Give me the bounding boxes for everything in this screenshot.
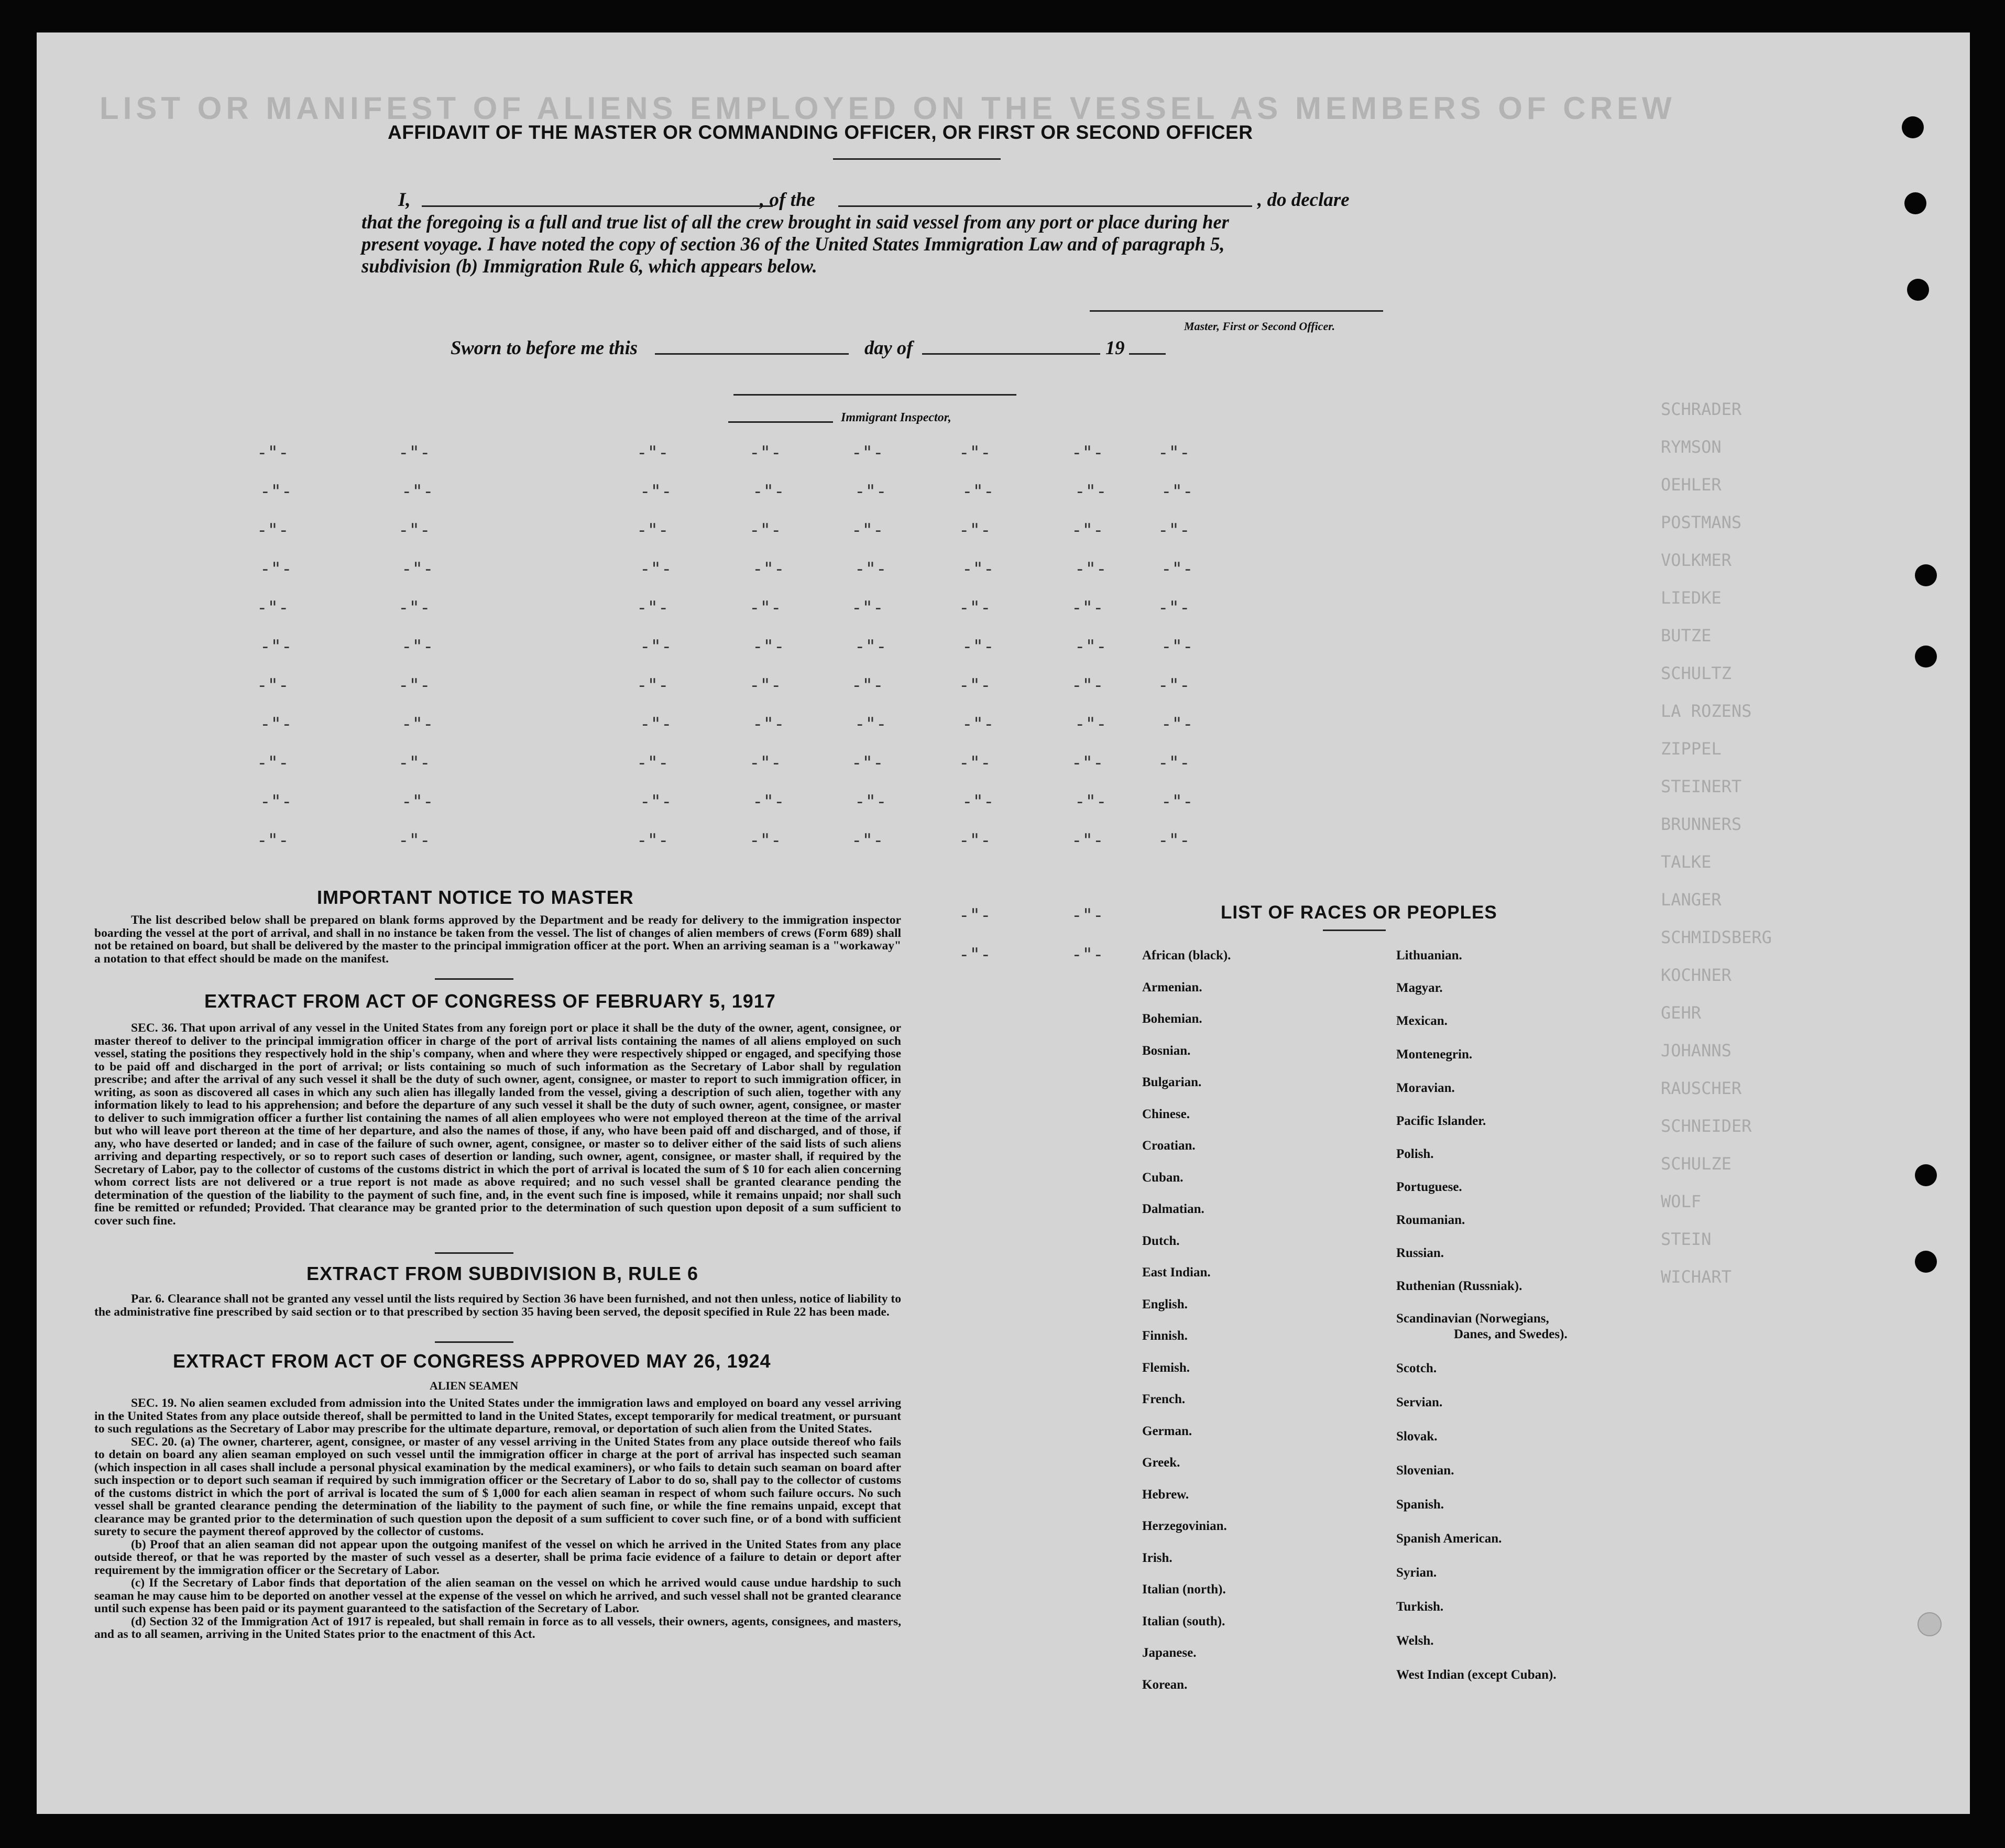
ditto-mark: -"- (257, 830, 289, 851)
ditto-mark: -"- (962, 481, 994, 502)
ditto-mark: -"- (637, 675, 669, 696)
affidavit-do-declare: , do declare (1257, 189, 1350, 211)
signature-caption: Master, First or Second Officer. (1184, 320, 1335, 333)
ditto-mark: -"- (752, 559, 785, 579)
sworn-label: Sworn to before me this (451, 337, 638, 358)
bleed-through-name: STEINERT (1661, 777, 1742, 796)
ditto-mark: -"- (749, 675, 782, 696)
race-item: Magyar. (1396, 981, 1443, 995)
affidavit-i-label: I, (398, 189, 411, 211)
ditto-mark: -"- (1158, 830, 1190, 851)
ditto-mark: -"- (752, 481, 785, 502)
ditto-mark: -"- (260, 636, 292, 657)
race-item: Chinese. (1142, 1107, 1190, 1121)
race-item: Bosnian. (1142, 1043, 1191, 1058)
race-item: Slovenian. (1396, 1463, 1454, 1478)
ditto-mark: -"- (1071, 520, 1104, 541)
ditto-mark: -"- (962, 559, 994, 579)
bleed-through-name: SCHNEIDER (1661, 1116, 1752, 1136)
race-item: Spanish. (1396, 1497, 1444, 1512)
ditto-mark: -"- (749, 442, 782, 463)
race-item: Slovak. (1396, 1429, 1438, 1444)
race-item: Japanese. (1142, 1646, 1197, 1660)
ditto-mark: -"- (749, 752, 782, 773)
extract-rule6-text (94, 1293, 901, 1318)
ditto-mark: -"- (851, 752, 884, 773)
ditto-mark: -"- (257, 442, 289, 463)
ditto-mark: -"- (851, 597, 884, 618)
ditto-mark: -"- (398, 597, 431, 618)
ditto-mark: -"- (1161, 714, 1193, 735)
extract-1917-title: EXTRACT FROM ACT OF CONGRESS OF FEBRUARY 5, 1917 (204, 990, 776, 1012)
ditto-mark: -"- (749, 520, 782, 541)
ditto-mark: -"- (401, 559, 434, 579)
bleed-through-name: SCHULTZ (1661, 663, 1732, 683)
race-item: Bulgarian. (1142, 1075, 1202, 1089)
sworn-day-field[interactable] (655, 353, 849, 355)
bleed-through-name: OEHLER (1661, 475, 1722, 495)
race-item: Syrian. (1396, 1566, 1437, 1580)
ditto-mark: -"- (959, 905, 991, 926)
day-of-label: day of (864, 337, 913, 358)
ditto-mark: -"- (637, 752, 669, 773)
ditto-mark: -"- (640, 481, 672, 502)
notice-paragraph: The list described below shall be prepared on blank forms approved by the Department and be ready for delivery to the immigration inspector boarding the vessel at the port of arrival, and shall in no instance be taken from the vessel. The list of changes of alien members of crews (Form 689) shall not be retained on board, but shall be delivered by the master to the principal immigration officer at the port. When an arriving seaman is a "workaway" a notation to that effect should be made on the manifest. (94, 913, 901, 966)
extract-1917-paragraph: SEC. 36. That upon arrival of any vessel in the United States from any foreign port or place it shall be the duty of the owner, agent, consignee, or master thereof to deliver to the principal immigration officer in charge of the port of arrival lists containing the names of all aliens employed on such vessel, stating the positions they respectively hold in the ship's company, when and where they were respectively shipped or engaged, and specifying those to be paid off and discharged in the port of arrival; or lists containing so much of such information as the Secretary of Labor shall by regulation prescribe; and after the arrival of any such vessel it shall be the duty of such owner, agent, consignee, or master to report to such immigration officer, in writing, as soon as discovered all cases in which any such alien has illegally landed from the vessel, giving a description of such alien, together with any information likely to lead to his apprehension; and before the departure of any such vessel it shall be the duty of such owner, agent, consignee, or master to deliver to such immigration officer a further list containing the names of all alien employees who were not employed thereon at the time of the arrival but who will leave port thereon at the time of her departure, and also the names of those, if any, who have been paid off and discharged, and of those, if any, who have deserted or landed; and in case of the failure of such owner, agent, consignee, or master so to deliver either of the said lists of such aliens arriving and departing respectively, or so to report such cases of desertion or landing, such owner, agent, consignee, or master shall, if required by the Secretary of Labor, pay to the collector of customs of the customs district in which the port of arrival is located the sum of $ 10 for each alien concerning whom correct lists are not delivered or a true report is not made as above required; and no such vessel shall be granted clearance pending the determination of the question of the liability to the payment of such fine, and, in the event such fine is imposed, while it remains unpaid; nor shall such fine be remitted or refunded; Provided. That clearance may be granted prior to the determination of such question upon deposit of a sum sufficient to cover such fine. (94, 1021, 901, 1228)
race-item: English. (1142, 1297, 1188, 1311)
bleed-through-name: JOHANNS (1661, 1041, 1732, 1060)
race-item: Armenian. (1142, 980, 1202, 994)
bleed-through-name: KOCHNER (1661, 965, 1732, 985)
master-signature-field[interactable] (1090, 310, 1383, 312)
sworn-month-field[interactable] (922, 353, 1100, 355)
ditto-mark: -"- (401, 636, 434, 657)
ditto-mark: -"- (959, 520, 991, 541)
race-item: Finnish. (1142, 1329, 1188, 1343)
ditto-mark: -"- (962, 714, 994, 735)
ditto-mark: -"- (398, 442, 431, 463)
ditto-mark: -"- (851, 675, 884, 696)
sworn-year-field[interactable] (1129, 353, 1166, 355)
ditto-mark: -"- (257, 752, 289, 773)
ditto-mark: -"- (1071, 752, 1104, 773)
ditto-mark: -"- (260, 791, 292, 812)
binder-hole (1904, 192, 1926, 214)
ditto-mark: -"- (1075, 714, 1107, 735)
bleed-through-name: SCHRADER (1661, 399, 1742, 419)
ditto-mark: -"- (1161, 636, 1193, 657)
ditto-mark: -"- (640, 791, 672, 812)
bleed-through-name: ZIPPEL (1661, 739, 1722, 759)
race-item: Dutch. (1142, 1233, 1180, 1248)
ditto-mark: -"- (962, 636, 994, 657)
race-item: Bohemian. (1142, 1012, 1202, 1026)
ditto-mark: -"- (401, 791, 434, 812)
race-item: Cuban. (1142, 1170, 1184, 1185)
extract-rule6-title: EXTRACT FROM SUBDIVISION B, RULE 6 (306, 1263, 699, 1284)
ditto-mark: -"- (854, 714, 887, 735)
ditto-mark: -"- (851, 520, 884, 541)
race-item: Montenegrin. (1396, 1047, 1473, 1062)
ditto-mark: -"- (854, 559, 887, 579)
ditto-mark: -"- (959, 597, 991, 618)
separator (435, 1341, 513, 1343)
affidavit-line-4: subdivision (b) Immigration Rule 6, which appears below. (361, 255, 817, 277)
races-title: LIST OF RACES OR PEOPLES (1221, 902, 1497, 923)
race-item: Korean. (1142, 1677, 1188, 1692)
ditto-mark: -"- (1075, 636, 1107, 657)
binder-hole (1915, 564, 1937, 586)
ditto-mark: -"- (637, 597, 669, 618)
ditto-mark: -"- (260, 714, 292, 735)
extract-1924-title: EXTRACT FROM ACT OF CONGRESS APPROVED MAY 26, 1924 (173, 1350, 771, 1372)
race-item: Pacific Islander. (1396, 1114, 1486, 1128)
bleed-through-name: LANGER (1661, 890, 1722, 910)
ditto-mark: -"- (1071, 905, 1104, 926)
sec-20a-paragraph: SEC. 20. (a) The owner, charterer, agent, consignee, or master of any vessel arriving in the United States from any place outside thereof who fails to detain on board any alien seaman employed on such vessel until the immigration officer in charge at the port of arrival has inspected such seaman (which inspection in all cases shall include a personal physical examination by the medical examiners), or who fails to detain such seaman on board after such inspection or to deport such seaman if required by such immigration officer or the Secretary of Labor to do so, shall pay to the collector of customs of the customs district in which the port of arrival is located the sum of $ 1,000 for each alien seaman in respect of whom such failure occurs. No such vessel shall be granted clearance pending the determination of the liability to the payment of such fine, or while the fine remains unpaid, except that clearance may be granted prior to the determination of such question upon the deposit of a sum sufficient to cover such fine, or of a bond with sufficient surety to secure the payment thereof approved by the collector of customs. (94, 1435, 901, 1538)
ditto-mark: -"- (1071, 442, 1104, 463)
races-title-underline (1323, 930, 1386, 931)
ditto-mark: -"- (854, 636, 887, 657)
race-item: Hebrew. (1142, 1487, 1189, 1502)
affidavit-line-2: that the foregoing is a full and true list of all the crew brought in said vessel from any port or place during her (361, 211, 1229, 233)
race-item: French. (1142, 1392, 1186, 1406)
bleed-through-name: RAUSCHER (1661, 1078, 1742, 1098)
affidavit-line-3: present voyage. I have noted the copy of section 36 of the United States Immigration Law and of paragraph 5, (361, 233, 1225, 255)
ditto-mark: -"- (260, 481, 292, 502)
ditto-mark: -"- (257, 597, 289, 618)
ditto-mark: -"- (959, 675, 991, 696)
binder-hole (1915, 1251, 1937, 1273)
document-page (37, 32, 1970, 1814)
race-item: Scandinavian (Norwegians, (1396, 1311, 1549, 1326)
ditto-mark: -"- (1161, 791, 1193, 812)
ditto-mark: -"- (640, 636, 672, 657)
race-item: Russian. (1396, 1246, 1444, 1260)
bleed-through-name: SCHULZE (1661, 1154, 1732, 1174)
binder-hole (1915, 1164, 1937, 1186)
race-item: Ruthenian (Russniak). (1396, 1279, 1522, 1293)
race-item: Croatian. (1142, 1139, 1196, 1153)
ditto-mark: -"- (962, 791, 994, 812)
race-item: African (black). (1142, 948, 1231, 963)
ditto-mark: -"- (1158, 675, 1190, 696)
ditto-mark: -"- (1075, 791, 1107, 812)
ditto-mark: -"- (260, 559, 292, 579)
bleed-through-name: BUTZE (1661, 626, 1712, 646)
ditto-mark: -"- (959, 752, 991, 773)
bleed-through-name: STEIN (1661, 1229, 1712, 1249)
ditto-mark: -"- (749, 597, 782, 618)
race-item: Italian (south). (1142, 1614, 1225, 1628)
ditto-mark: -"- (1158, 520, 1190, 541)
ditto-mark: -"- (1075, 481, 1107, 502)
extract-1917-text (94, 1022, 901, 1227)
bleed-through-title: LIST OR MANIFEST OF ALIENS EMPLOYED ON THE VESSEL AS MEMBERS OF CREW (100, 91, 1676, 126)
ditto-mark: -"- (1161, 559, 1193, 579)
ditto-mark: -"- (1158, 752, 1190, 773)
binder-hole (1915, 646, 1937, 668)
ditto-mark: -"- (1161, 481, 1193, 502)
race-item: Italian (north). (1142, 1582, 1226, 1597)
ditto-mark: -"- (257, 675, 289, 696)
ditto-mark: -"- (752, 714, 785, 735)
year-label: 19 (1105, 337, 1125, 358)
inspector-caption: Immigrant Inspector, (841, 411, 951, 424)
race-item: Mexican. (1396, 1014, 1448, 1028)
ditto-mark: -"- (637, 442, 669, 463)
ditto-mark: -"- (959, 944, 991, 965)
ditto-mark: -"- (398, 752, 431, 773)
bleed-through-name: WICHART (1661, 1267, 1732, 1287)
notice-title: IMPORTANT NOTICE TO MASTER (317, 887, 634, 908)
bleed-through-name: POSTMANS (1661, 512, 1742, 532)
ditto-mark: -"- (1071, 944, 1104, 965)
race-item: Portuguese. (1396, 1180, 1462, 1194)
race-item: Irish. (1142, 1550, 1173, 1565)
race-item: Herzegovinian. (1142, 1519, 1227, 1533)
vessel-field[interactable] (838, 205, 1252, 207)
ditto-mark: -"- (1071, 675, 1104, 696)
inspector-signature-field[interactable] (728, 421, 833, 423)
bleed-through-name: LA ROZENS (1661, 701, 1752, 721)
ditto-mark: -"- (398, 830, 431, 851)
ditto-mark: -"- (640, 559, 672, 579)
affidavit-title: AFFIDAVIT OF THE MASTER OR COMMANDING OFFICER, OR FIRST OR SECOND OFFICER (388, 122, 1253, 143)
race-item: East Indian. (1142, 1265, 1211, 1280)
sec-19-paragraph: SEC. 19. No alien seamen excluded from admission into the United States under the immigration laws and employed on board any vessel arriving in the United States from any place outside thereof, shall be permitted to land in the United States, except temporarily for medical treatment, or pursuant to such regulations as the Secretary of Labor may prescribe for the ultimate departure, removal, or deportation of such alien from the United States. (94, 1396, 901, 1436)
bleed-through-name: SCHMIDSBERG (1661, 927, 1772, 947)
sec-20d-paragraph: (d) Section 32 of the Immigration Act of 1917 is repealed, but shall remain in force as to all vessels, their owners, agents, consignees, and masters, and as to all seamen, arriving in the United States prior to the enactment of this Act. (94, 1614, 901, 1641)
ditto-mark: -"- (637, 520, 669, 541)
ditto-mark: -"- (1071, 830, 1104, 851)
ditto-mark: -"- (854, 481, 887, 502)
extract-rule6-paragraph: Par. 6. Clearance shall not be granted any vessel until the lists required by Section 36 have been furnished, and not then unless, notice of liability to the administrative fine prescribed by said section or to that prescribed by section 35 having been served, the deposit specified in Rule 22 has been made. (94, 1292, 901, 1319)
race-item: Welsh. (1396, 1634, 1434, 1648)
ditto-mark: -"- (749, 830, 782, 851)
binder-hole (1902, 116, 1924, 138)
race-item: Scotch. (1396, 1361, 1437, 1375)
race-item: Polish. (1396, 1147, 1434, 1161)
race-item: Moravian. (1396, 1081, 1455, 1095)
ditto-mark: -"- (401, 481, 434, 502)
bleed-through-name: WOLF (1661, 1191, 1702, 1211)
binder-hole (1918, 1612, 1942, 1636)
name-field[interactable] (422, 205, 773, 207)
sec-20b-paragraph: (b) Proof that an alien seaman did not appear upon the outgoing manifest of the vessel on which he arrived in the United States from any place outside thereof, or that he was reported by the master of such vessel as a deserter, shall be prima facie evidence of a failure to detain or deport after requirement by the immigration officer or the Secretary of Labor. (94, 1537, 901, 1577)
race-item: German. (1142, 1424, 1192, 1438)
ditto-mark: -"- (851, 442, 884, 463)
ditto-mark: -"- (1158, 442, 1190, 463)
inspector-signature-field-top[interactable] (733, 394, 1016, 396)
ditto-mark: -"- (854, 791, 887, 812)
race-item: Flemish. (1142, 1360, 1190, 1375)
ditto-mark: -"- (1075, 559, 1107, 579)
bleed-through-name: VOLKMER (1661, 550, 1732, 570)
ditto-mark: -"- (752, 636, 785, 657)
ditto-mark: -"- (851, 830, 884, 851)
extract-1924-subtitle: ALIEN SEAMEN (430, 1379, 519, 1392)
ditto-mark: -"- (959, 442, 991, 463)
ditto-mark: -"- (398, 520, 431, 541)
race-item: Greek. (1142, 1456, 1180, 1470)
race-item: Turkish. (1396, 1600, 1444, 1614)
bleed-through-name: TALKE (1661, 852, 1712, 872)
notice-text (94, 914, 901, 965)
bleed-through-name: BRUNNERS (1661, 814, 1742, 834)
extract-1924-text (94, 1397, 901, 1641)
ditto-mark: -"- (959, 830, 991, 851)
race-item: Dalmatian. (1142, 1202, 1204, 1216)
ditto-mark: -"- (401, 714, 434, 735)
ditto-mark: -"- (640, 714, 672, 735)
title-underline (833, 158, 1001, 160)
bleed-through-name: LIEDKE (1661, 588, 1722, 608)
ditto-mark: -"- (1071, 597, 1104, 618)
race-item: Danes, and Swedes). (1454, 1327, 1568, 1341)
bleed-through-name: GEHR (1661, 1003, 1702, 1023)
race-item: Spanish American. (1396, 1532, 1502, 1546)
race-item: Roumanian. (1396, 1213, 1465, 1227)
separator (435, 1252, 513, 1254)
race-item: Servian. (1396, 1395, 1443, 1409)
ditto-mark: -"- (398, 675, 431, 696)
separator (435, 978, 513, 980)
binder-hole (1907, 279, 1929, 301)
ditto-mark: -"- (752, 791, 785, 812)
affidavit-of-the: , of the (760, 189, 815, 211)
sec-20c-paragraph: (c) If the Secretary of Labor finds that deportation of the alien seaman on the vessel on which he arrived would cause undue hardship to such seaman he may cause him to be deported on another vessel at the expense of the vessel on which he arrived, and such vessel shall not be granted clearance until such expense has been paid or its payment guaranteed to the satisfaction of the Secretary of Labor. (94, 1576, 901, 1615)
ditto-mark: -"- (257, 520, 289, 541)
race-item: Lithuanian. (1396, 948, 1462, 963)
ditto-mark: -"- (637, 830, 669, 851)
ditto-mark: -"- (1158, 597, 1190, 618)
race-item: West Indian (except Cuban). (1396, 1668, 1557, 1682)
bleed-through-name: RYMSON (1661, 437, 1722, 457)
